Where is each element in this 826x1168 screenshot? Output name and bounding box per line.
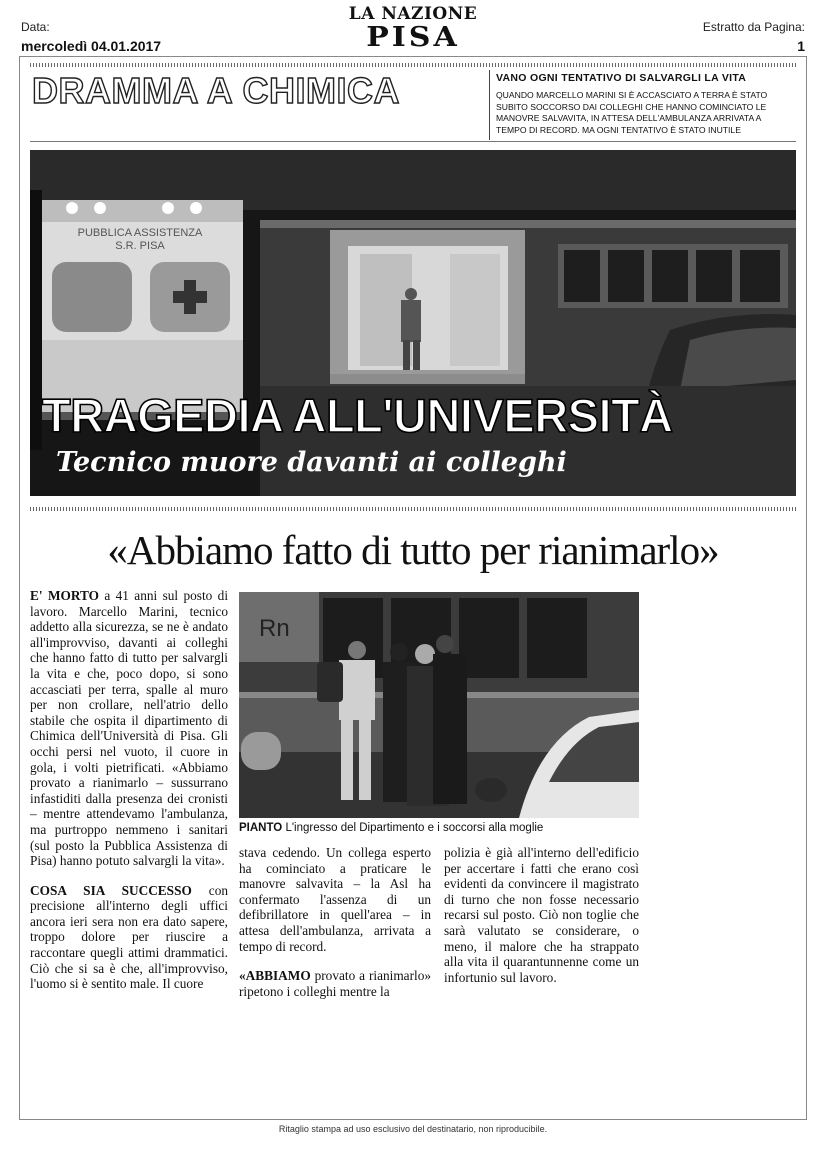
paragraph-text: provato a rianimarlo» ripetono i colleghi mentre la: [239, 968, 432, 999]
kicker-divider: [489, 70, 490, 140]
ambulance-label-2: S.R. PISA: [115, 240, 165, 252]
paragraph-lead: «ABBIAMO: [239, 968, 311, 984]
paragraph-lead: COSA SIA SUCCESSO: [30, 882, 192, 898]
secondary-photo: [239, 592, 639, 818]
hero-illustration: [30, 150, 796, 496]
side-summary: QUANDO MARCELLO MARINI SI È ACCASCIATO A TERRA È STATO SUBITO SOCCORSO DAI COLLEGHI CHE HANNO COMINCIATO LE MANOVRE SALVAVITA, IN ATTESA DELL'AMBULANZA ARRIVATA A TEMPO DI RECORD. MA OGNI TENTATIVO È STATO INUTILE: [496, 90, 768, 135]
masthead-city: PISA: [366, 21, 460, 54]
extract-label: Estratto da Pagina:: [702, 20, 805, 34]
date-value: mercoledì 04.01.2017: [21, 38, 162, 54]
article-column-3: [444, 845, 639, 985]
photo-caption: [239, 822, 639, 834]
paragraph-text: a 41 anni sul posto di lavoro. Marcello Marini, tecnico addetto alla sicurezza, se ne è andato all'improvviso, davanti ai colleghi che hanno fatto di tutto per salvargli la vita e che, poco dopo, si sono accasciati per terra, spalle al muro per non crollare, nell'atrio dello stabile che ospita il dipartimento di Chimica dell'Università di Pisa. Gli occhi persi nel vuoto, il cuore in gola, i volti pietrificati. «Abbiamo provato a rianimarlo – sussurrano infastiditi dalla presenza dei cronisti – mentre attendevamo l'ambulanza, ma purtroppo nemmeno i sanitari (sul posto la Pubblica Assistenza di Pisa) hanno potuto salvargli la vita».: [30, 588, 229, 869]
date-label: Data:: [21, 20, 50, 34]
hero-photo: [30, 150, 796, 496]
section-kicker: DRAMMA A CHIMICA: [32, 70, 400, 111]
article-column-2: [239, 845, 431, 999]
paragraph-text: polizia è già all'interno dell'edificio per accertare i fatti che erano così evidenti da convincere il magistrato di turno che non fosse necessario recarsi sul posto. Ciò non toglie che sarà valutato se considerare, o meno, il malore che ha strappato alla vita il quarantunnenne come un infortunio sul lavoro.: [444, 845, 639, 985]
page-number: 1: [797, 38, 805, 54]
caption-text: L'ingresso del Dipartimento e i soccorsi alla moglie: [285, 822, 544, 834]
secondary-illustration: [239, 592, 639, 818]
side-headline: VANO OGNI TENTATIVO DI SALVARGLI LA VITA: [496, 72, 747, 84]
top-rule: [30, 63, 796, 67]
ambulance-label-1: PUBBLICA ASSISTENZA: [77, 227, 203, 239]
paragraph-text: stava cedendo. Un collega esperto ha cominciato a praticare le manovre salvavita – la Asl ha confermato l'assenza di un defibrillatore in quell'area – in attesa dell'ambulanza, arrivata a tempo di record.: [239, 845, 431, 954]
hero-subhead: Tecnico muore davanti ai colleghi: [56, 447, 567, 478]
hero-headline: TRAGEDIA ALL'UNIVERSITÀ: [42, 389, 673, 442]
paragraph-lead: E' MORTO: [30, 588, 99, 603]
article-title: «Abbiamo fatto di tutto per rianimarlo»: [107, 527, 719, 573]
paragraph-text: con precisione all'interno degli uffici ancora ieri sera non era dato sapere, troppo dolore per riuscire a raccontare quegli attimi drammatici. Ciò che si sa è che, all'improvviso, l'uomo si è sentito male. Il cuore: [30, 882, 228, 992]
masthead-newspaper: LA NAZIONE: [348, 4, 478, 24]
middle-rule: [30, 507, 796, 511]
masthead: [320, 4, 506, 52]
section-rule: [30, 141, 796, 142]
article-column-1: [30, 588, 228, 992]
sign-text: Rn: [259, 615, 290, 642]
footer-disclaimer: Ritaglio stampa ad uso esclusivo del destinatario, non riproducibile.: [278, 1124, 548, 1134]
caption-lead: PIANTO: [239, 822, 283, 834]
